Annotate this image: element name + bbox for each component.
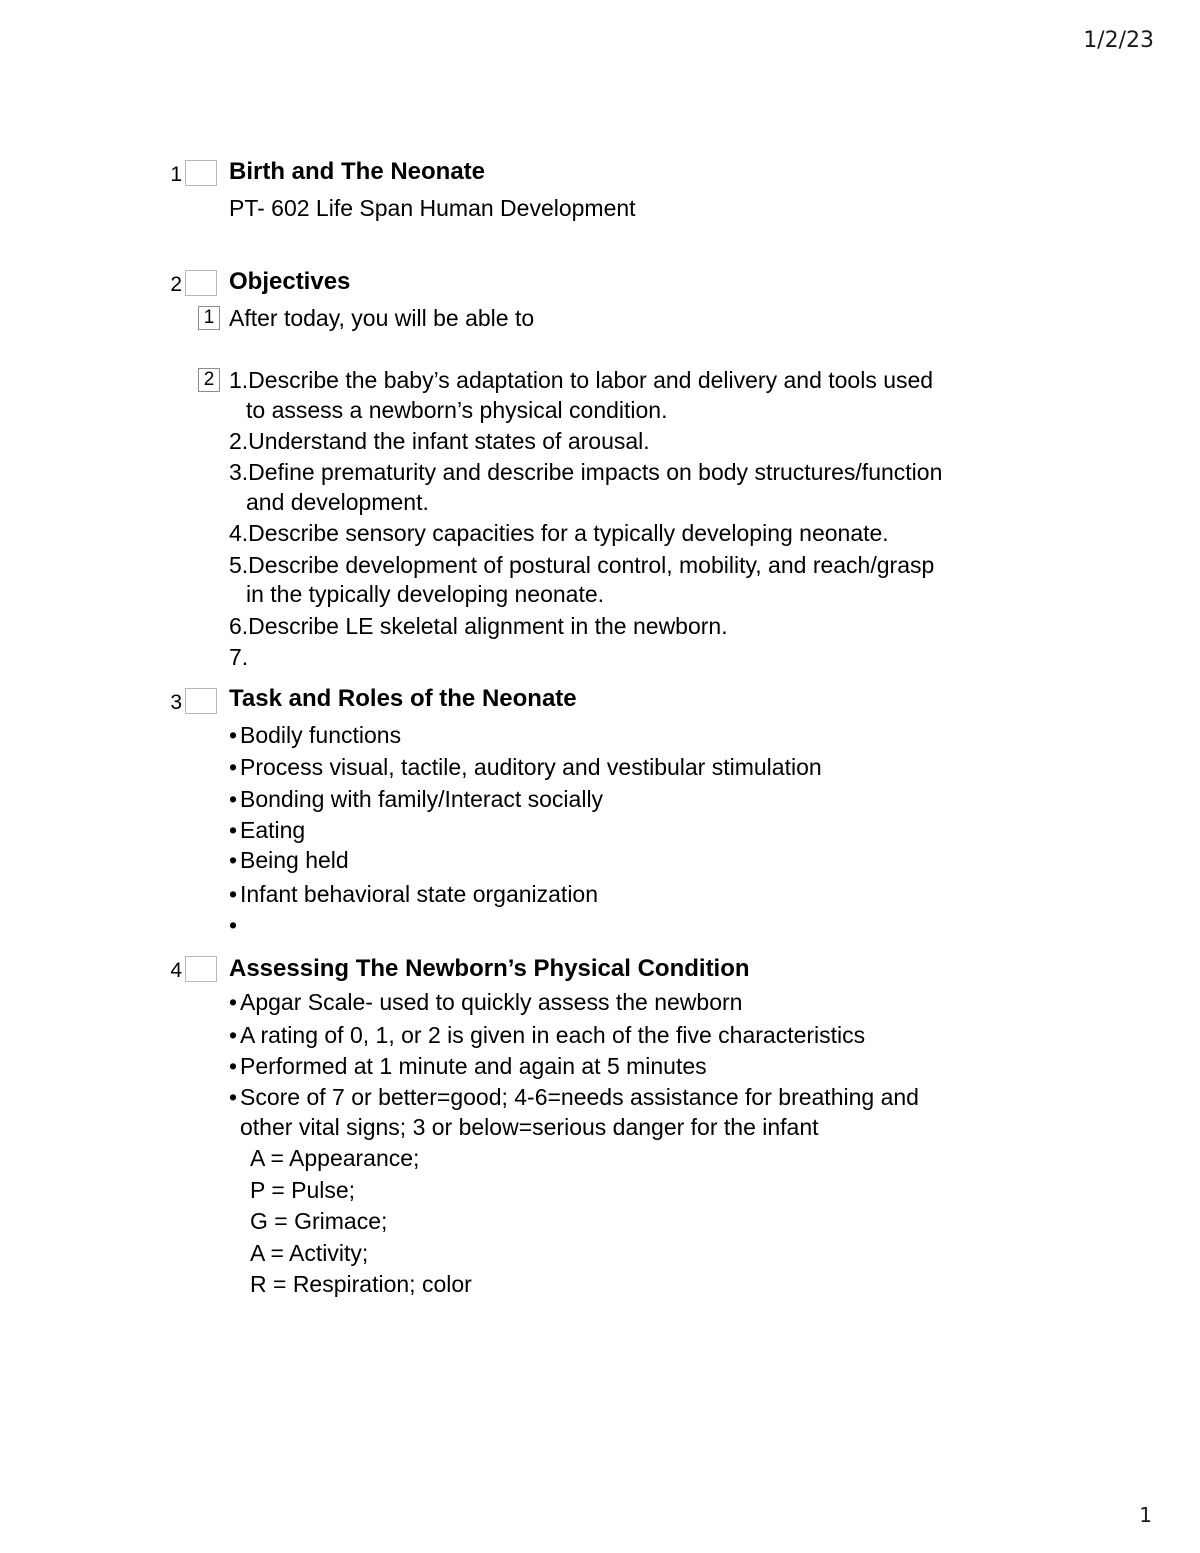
- apgar-item: A = Appearance;: [250, 1145, 420, 1171]
- bullet-icon: •: [229, 722, 238, 748]
- subpoint-badge: 1: [198, 306, 220, 330]
- objective-item: 4.Describe sensory capacities for a typically developing neonate.: [229, 520, 889, 546]
- bullet-icon: •: [229, 881, 238, 907]
- bullet-item: [229, 785, 603, 813]
- bullet-text: Bonding with family/Interact socially: [240, 786, 604, 812]
- objective-item: 1.Describe the baby’s adaptation to labor and delivery and tools used: [229, 367, 934, 393]
- objective-item: 7.: [229, 644, 249, 670]
- bullet-item: [229, 816, 305, 844]
- bullet-icon: •: [229, 817, 238, 843]
- bullet-item: [229, 846, 349, 874]
- slide-title: Birth and The Neonate: [229, 158, 486, 185]
- bullet-text: A rating of 0, 1, or 2 is given in each of the five characteristics: [240, 1022, 866, 1048]
- bullet-icon: •: [229, 1053, 238, 1079]
- objective-item-continuation: to assess a newborn’s physical condition.: [246, 397, 668, 423]
- bullet-icon: •: [229, 912, 238, 938]
- bullet-icon: •: [229, 1084, 238, 1110]
- objectives-intro: After today, you will be able to: [229, 305, 535, 331]
- bullet-item: [229, 1021, 865, 1049]
- bullet-item: [229, 721, 401, 749]
- slide-thumbnail[interactable]: [185, 160, 217, 186]
- bullet-item: [229, 988, 742, 1016]
- subpoint-badge: 2: [198, 368, 220, 392]
- bullet-item: [229, 911, 240, 939]
- slide-thumbnail[interactable]: [185, 270, 217, 296]
- bullet-continuation: other vital signs; 3 or below=serious danger for the infant: [240, 1114, 819, 1140]
- bullet-item: [229, 880, 598, 908]
- bullet-text: Performed at 1 minute and again at 5 minutes: [240, 1053, 707, 1079]
- page-number: 1: [1139, 1503, 1152, 1527]
- slide-thumbnail[interactable]: [185, 956, 217, 982]
- slide-subtitle: PT- 602 Life Span Human Development: [229, 195, 636, 221]
- bullet-item: [229, 1052, 707, 1080]
- bullet-icon: •: [229, 786, 238, 812]
- apgar-item: P = Pulse;: [250, 1177, 356, 1203]
- objective-item-continuation: and development.: [246, 489, 429, 515]
- bullet-icon: •: [229, 754, 238, 780]
- objective-item: 3.Define prematurity and describe impacts on body structures/function: [229, 459, 943, 485]
- bullet-text: Score of 7 or better=good; 4-6=needs assistance for breathing and: [240, 1084, 919, 1110]
- objective-item: 2.Understand the infant states of arousal.: [229, 428, 650, 454]
- bullet-icon: •: [229, 1022, 238, 1048]
- bullet-icon: •: [229, 847, 238, 873]
- bullet-item: [229, 1083, 919, 1111]
- bullet-item: [229, 753, 822, 781]
- bullet-text: Bodily functions: [240, 722, 402, 748]
- objective-item: 6.Describe LE skeletal alignment in the newborn.: [229, 613, 728, 639]
- apgar-item: G = Grimace;: [250, 1208, 388, 1234]
- slide-title: Assessing The Newborn’s Physical Condition: [229, 955, 750, 982]
- slide-thumbnail[interactable]: [185, 688, 217, 714]
- objective-item-continuation: in the typically developing neonate.: [246, 581, 605, 607]
- apgar-item: A = Activity;: [250, 1240, 369, 1266]
- document-date: 1/2/23: [1083, 28, 1154, 53]
- slide-number: 2: [170, 273, 182, 296]
- bullet-text: Eating: [240, 817, 306, 843]
- slide-number: 1: [170, 163, 182, 186]
- bullet-icon: •: [229, 989, 238, 1015]
- bullet-text: Infant behavioral state organization: [240, 881, 599, 907]
- apgar-item: R = Respiration; color: [250, 1271, 472, 1297]
- bullet-text: Apgar Scale- used to quickly assess the newborn: [240, 989, 743, 1015]
- slide-title: Task and Roles of the Neonate: [229, 685, 577, 712]
- slide-title: Objectives: [229, 268, 351, 295]
- bullet-text: Being held: [240, 847, 349, 873]
- objective-item: 5.Describe development of postural control, mobility, and reach/grasp: [229, 552, 935, 578]
- slide-number: 3: [170, 691, 182, 714]
- slide-number: 4: [170, 959, 182, 982]
- bullet-text: Process visual, tactile, auditory and vestibular stimulation: [240, 754, 822, 780]
